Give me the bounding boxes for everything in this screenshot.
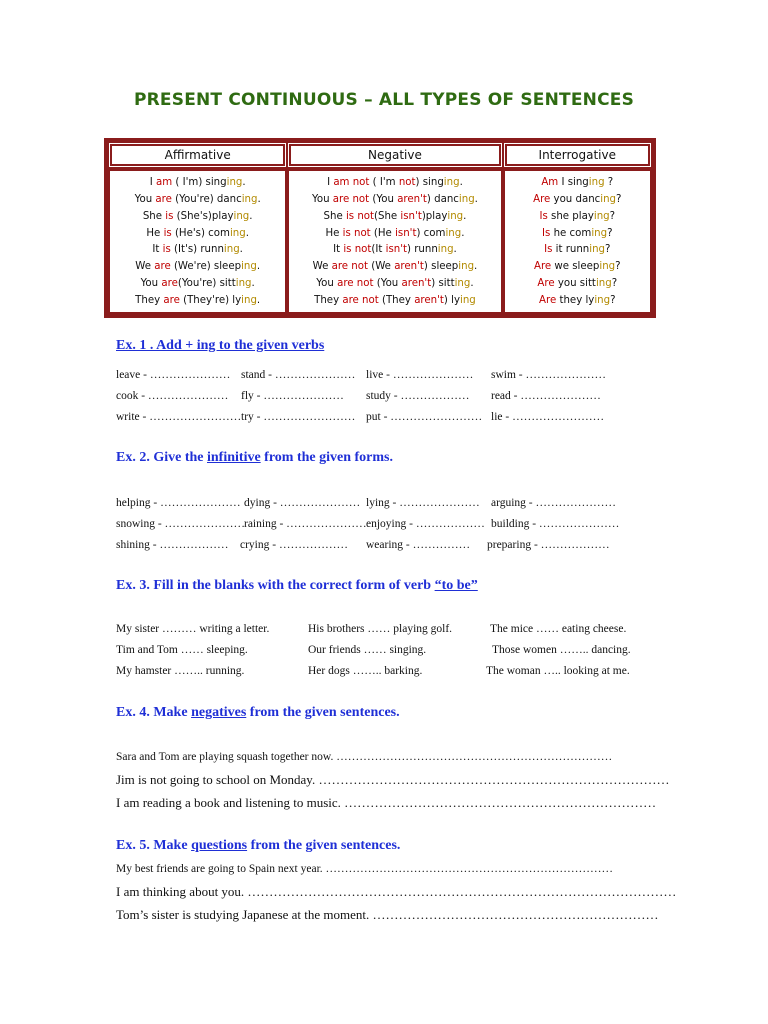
verb-be: not <box>398 176 416 188</box>
sentence-part: We <box>135 261 155 273</box>
ing-suffix: ing <box>454 278 471 290</box>
ing-suffix: ing <box>437 244 454 256</box>
sentence-part: She <box>142 210 166 222</box>
ex2-heading-link: infinitive <box>207 450 261 465</box>
ex5-heading <box>116 838 400 854</box>
sentence-part: . <box>257 193 261 205</box>
ex1-item: read - ………………… <box>491 390 601 402</box>
sentence-part: (She <box>374 210 401 222</box>
ing-suffix: ing <box>599 261 616 273</box>
ex4-heading <box>116 705 400 721</box>
ing-suffix: ing <box>458 261 475 273</box>
ex3-item: The mice …… eating cheese. <box>490 623 627 635</box>
ex4-sentence: I am reading a book and listening to music. ……………………………………………………………… <box>116 795 657 810</box>
sentence-part: (He <box>370 227 396 239</box>
example-sentence <box>289 209 500 224</box>
ex1-item: swim - ………………… <box>491 369 606 381</box>
verb-be: is not <box>342 227 371 239</box>
ex1-item: study - ……………… <box>366 390 470 402</box>
ex4-heading-prefix: Ex. 4. Make <box>116 705 192 720</box>
ex2-item: snowing - ………………… <box>116 518 246 530</box>
sentence-part: (You're) sitt <box>177 278 236 290</box>
affirmative-header: Affirmative <box>110 144 285 166</box>
interrogative-header: Interrogative <box>505 144 650 166</box>
ex2-item: building - ………………… <box>491 518 620 530</box>
sentence-part: ) sitt <box>431 278 455 290</box>
sentence-part: He <box>146 227 164 239</box>
sentence-part: ? <box>611 278 618 290</box>
verb-be: is <box>162 244 171 256</box>
sentence-part: it runn <box>552 244 590 256</box>
ex3-item: Her dogs …….. barking. <box>308 665 423 677</box>
ing-suffix: ing <box>233 210 250 222</box>
sentence-part: ) runn <box>407 244 438 256</box>
ex4-heading-suffix: from the given sentences. <box>246 705 400 720</box>
sentence-part: ? <box>610 295 616 307</box>
ing-suffix: ing <box>241 261 257 273</box>
sentence-part: It <box>152 244 163 256</box>
sentence-part: . <box>256 295 261 307</box>
sentence-part: . <box>453 244 457 256</box>
ex3-heading <box>116 578 478 594</box>
sentence-part: ? <box>609 210 616 222</box>
sentence-part: It <box>333 244 344 256</box>
sentence-part: They <box>314 295 343 307</box>
verb-be: aren't <box>401 278 432 290</box>
ex5-sentence: Tom’s sister is studying Japanese at the moment. ………………………………………………………… <box>116 907 659 922</box>
ex4-sentence: Jim is not going to school on Monday. ……………………………………………………………………… <box>116 772 670 787</box>
ex5-sentence: My best friends are going to Spain next year. ………………………………………………………………… <box>116 863 614 875</box>
example-sentence <box>289 293 500 308</box>
sentence-part: They <box>135 295 164 307</box>
ex2-item: shining - ……………… <box>116 539 229 551</box>
sentence-part: . <box>474 193 478 205</box>
sentence-part: ) sleep <box>423 261 459 273</box>
ex2-heading <box>116 450 393 466</box>
sentence-part: (It <box>371 244 386 256</box>
example-sentence <box>505 226 650 241</box>
ex1-item: fly - ………………… <box>241 390 344 402</box>
verb-be: isn't <box>385 244 407 256</box>
sentence-part: You <box>134 193 156 205</box>
sentence-part: . <box>459 176 463 188</box>
example-sentence <box>505 293 650 308</box>
page-title: PRESENT CONTINUOUS – ALL TYPES OF SENTENCES <box>133 90 635 110</box>
sentence-part: ? <box>607 227 613 239</box>
ex2-item: helping - ………………… <box>116 497 241 509</box>
sentence-part: . <box>245 227 249 239</box>
example-sentence <box>505 242 650 257</box>
negative-header: Negative <box>289 144 500 166</box>
ex2-item: lying - ………………… <box>366 497 480 509</box>
example-sentence <box>505 259 650 274</box>
verb-be: aren't <box>397 193 427 205</box>
sentence-part: You <box>140 278 162 290</box>
sentence-part: (You're) danc <box>171 193 242 205</box>
ex3-item: My sister ……… writing a letter. <box>116 623 270 635</box>
sentence-part: I <box>149 176 156 188</box>
ex3-item: Those women …….. dancing. <box>492 644 631 656</box>
example-sentence <box>110 259 285 274</box>
ing-suffix: ing <box>591 227 608 239</box>
sentence-part: (You <box>369 193 398 205</box>
ex4-sentence: Sara and Tom are playing squash together now. ……………………………………………………………… <box>116 751 613 763</box>
sentence-part: . <box>461 227 465 239</box>
verb-be: Are <box>539 295 557 307</box>
ing-suffix: ing <box>226 176 243 188</box>
example-sentence <box>289 276 500 291</box>
ex2-item: arguing - ………………… <box>491 497 617 509</box>
sentence-part: he com <box>550 227 592 239</box>
ing-suffix: ing <box>229 227 246 239</box>
sentence-part: (They're) ly <box>179 295 242 307</box>
sentence-part: ( I'm) sing <box>172 176 227 188</box>
ex1-item: live - ………………… <box>366 369 474 381</box>
sentence-part: you danc <box>550 193 601 205</box>
ex1-item: put - …………………… <box>366 411 483 423</box>
example-sentence <box>289 259 500 274</box>
ing-suffix: ing <box>223 244 240 256</box>
ex2-item: raining - ………………… <box>244 518 367 530</box>
ex3-item: His brothers …… playing golf. <box>308 623 453 635</box>
sentence-part: ? <box>604 176 614 188</box>
example-sentence <box>110 192 285 207</box>
verb-be: Are <box>533 261 552 273</box>
ex3-heading-prefix: Ex. 3. Fill in the blanks with the correct form of verb <box>116 578 435 593</box>
sentence-part: you sitt <box>554 278 596 290</box>
verb-be: are <box>155 193 172 205</box>
ex1-item: write - …………………… <box>116 411 242 423</box>
ex4-heading-link: negatives <box>191 705 247 720</box>
sentence-part: (We <box>367 261 395 273</box>
example-sentence <box>110 226 285 241</box>
sentence-part: ) danc <box>426 193 459 205</box>
verb-be: isn't <box>400 210 422 222</box>
ex5-heading-prefix: Ex. 5. Make <box>116 838 192 853</box>
sentence-part: You <box>311 193 333 205</box>
interrogative-examples <box>505 171 650 312</box>
interrogative-column <box>505 144 650 312</box>
ex5-sentence: I am thinking about you. ……………………………………………………………………………………… <box>116 884 677 899</box>
ing-suffix: ing <box>588 176 605 188</box>
sentence-part: . <box>251 278 255 290</box>
ex5-heading-link: questions <box>191 838 248 853</box>
ing-suffix: ing <box>593 210 610 222</box>
ing-suffix: ing <box>241 295 257 307</box>
ing-suffix: ing <box>443 176 460 188</box>
verb-be: are <box>154 261 171 273</box>
ing-suffix: ing <box>458 193 475 205</box>
ex3-heading-link: “to be” <box>434 578 478 593</box>
sentence-part: ( I'm <box>369 176 399 188</box>
verb-be: are not <box>337 278 374 290</box>
sentence-part: she play <box>547 210 594 222</box>
verb-be: Am <box>541 176 559 188</box>
sentence-part: . <box>256 261 261 273</box>
example-sentence <box>110 276 285 291</box>
ing-suffix: ing <box>595 278 612 290</box>
verb-be: Is <box>542 227 551 239</box>
verb-be: are <box>161 278 178 290</box>
sentence-part: ) sing <box>415 176 444 188</box>
verb-be: are not <box>332 193 370 205</box>
verb-be: aren't <box>394 261 424 273</box>
sentence-part: ) com <box>416 227 446 239</box>
ex1-heading-text: Ex. 1 . Add + ing to the given verbs <box>116 338 325 353</box>
example-sentence <box>110 293 285 308</box>
example-sentence <box>289 242 500 257</box>
sentence-part: . <box>239 244 243 256</box>
sentence-part: I <box>327 176 334 188</box>
example-sentence <box>505 209 650 224</box>
ex2-heading-prefix: Ex. 2. Give the <box>116 450 207 465</box>
sentence-part: (You <box>373 278 402 290</box>
verb-be: Are <box>537 278 555 290</box>
sentence-part: ? <box>615 261 621 273</box>
verb-be: Are <box>533 193 551 205</box>
sentence-part: (It's) runn <box>170 244 224 256</box>
verb-be: is not <box>345 210 375 222</box>
ing-suffix: ing <box>594 295 611 307</box>
verb-be: are not <box>342 295 379 307</box>
ex2-item: enjoying - ……………… <box>366 518 485 530</box>
sentence-part: they ly <box>556 295 595 307</box>
sentence-part: ) ly <box>443 295 460 307</box>
verb-be: Is <box>539 210 548 222</box>
verb-be: isn't <box>395 227 417 239</box>
ex2-item: crying - ……………… <box>240 539 348 551</box>
example-sentence <box>505 192 650 207</box>
sentence-part: She <box>323 210 346 222</box>
sentence-part: we sleep <box>551 261 600 273</box>
ing-suffix: ing <box>460 295 476 307</box>
ex1-item: stand - ………………… <box>241 369 356 381</box>
sentence-part: (They <box>378 295 415 307</box>
negative-column <box>289 144 500 312</box>
sentence-part: . <box>242 176 246 188</box>
sentence-part: We <box>312 261 332 273</box>
example-sentence <box>505 276 650 291</box>
verb-be: is <box>165 210 174 222</box>
ex1-item: leave - ………………… <box>116 369 231 381</box>
grammar-table <box>104 138 656 318</box>
affirmative-examples <box>110 171 285 312</box>
sentence-part: (We're) sleep <box>170 261 242 273</box>
ex1-item: lie - …………………… <box>491 411 605 423</box>
ex1-item: try - …………………… <box>241 411 356 423</box>
ing-suffix: ing <box>241 193 258 205</box>
ex3-item: My hamster …….. running. <box>116 665 245 677</box>
example-sentence <box>289 192 500 207</box>
sentence-part: You <box>316 278 338 290</box>
sentence-part: ? <box>616 193 622 205</box>
example-sentence <box>505 175 650 190</box>
example-sentence <box>110 242 285 257</box>
ex3-item: Our friends …… singing. <box>308 644 427 656</box>
sentence-part: . <box>463 210 467 222</box>
example-sentence <box>110 175 285 190</box>
ing-suffix: ing <box>600 193 617 205</box>
ex2-item: dying - ………………… <box>244 497 361 509</box>
example-sentence <box>110 209 285 224</box>
ex5-heading-suffix: from the given sentences. <box>247 838 401 853</box>
verb-be: am <box>155 176 173 188</box>
ing-suffix: ing <box>589 244 606 256</box>
sentence-part: . <box>470 278 474 290</box>
ex1-heading <box>116 338 324 354</box>
sentence-part: I sing <box>558 176 589 188</box>
example-sentence <box>289 226 500 241</box>
ing-suffix: ing <box>445 227 462 239</box>
affirmative-column <box>110 144 285 312</box>
ex2-heading-suffix: from the given forms. <box>260 450 393 465</box>
ing-suffix: ing <box>235 278 252 290</box>
ex3-item: Tim and Tom …… sleeping. <box>116 644 248 656</box>
sentence-part: (She's)play <box>173 210 234 222</box>
sentence-part: ? <box>605 244 611 256</box>
sentence-part: . <box>249 210 253 222</box>
sentence-part: )play <box>421 210 448 222</box>
negative-examples <box>289 171 500 312</box>
verb-be: is <box>163 227 172 239</box>
verb-be: am not <box>333 176 370 188</box>
verb-be: is not <box>343 244 372 256</box>
ex3-item: The woman ….. looking at me. <box>486 665 630 677</box>
verb-be: are <box>163 295 180 307</box>
ing-suffix: ing <box>447 210 464 222</box>
sentence-part: (He's) com <box>171 227 230 239</box>
verb-be: are not <box>331 261 368 273</box>
ex2-item: wearing - …………… <box>366 539 471 551</box>
verb-be: Is <box>544 244 553 256</box>
sentence-part: He <box>325 227 343 239</box>
verb-be: aren't <box>414 295 444 307</box>
ex1-item: cook - ………………… <box>116 390 229 402</box>
sentence-part: . <box>474 261 478 273</box>
example-sentence <box>289 175 500 190</box>
ex2-item: preparing - ……………… <box>487 539 610 551</box>
